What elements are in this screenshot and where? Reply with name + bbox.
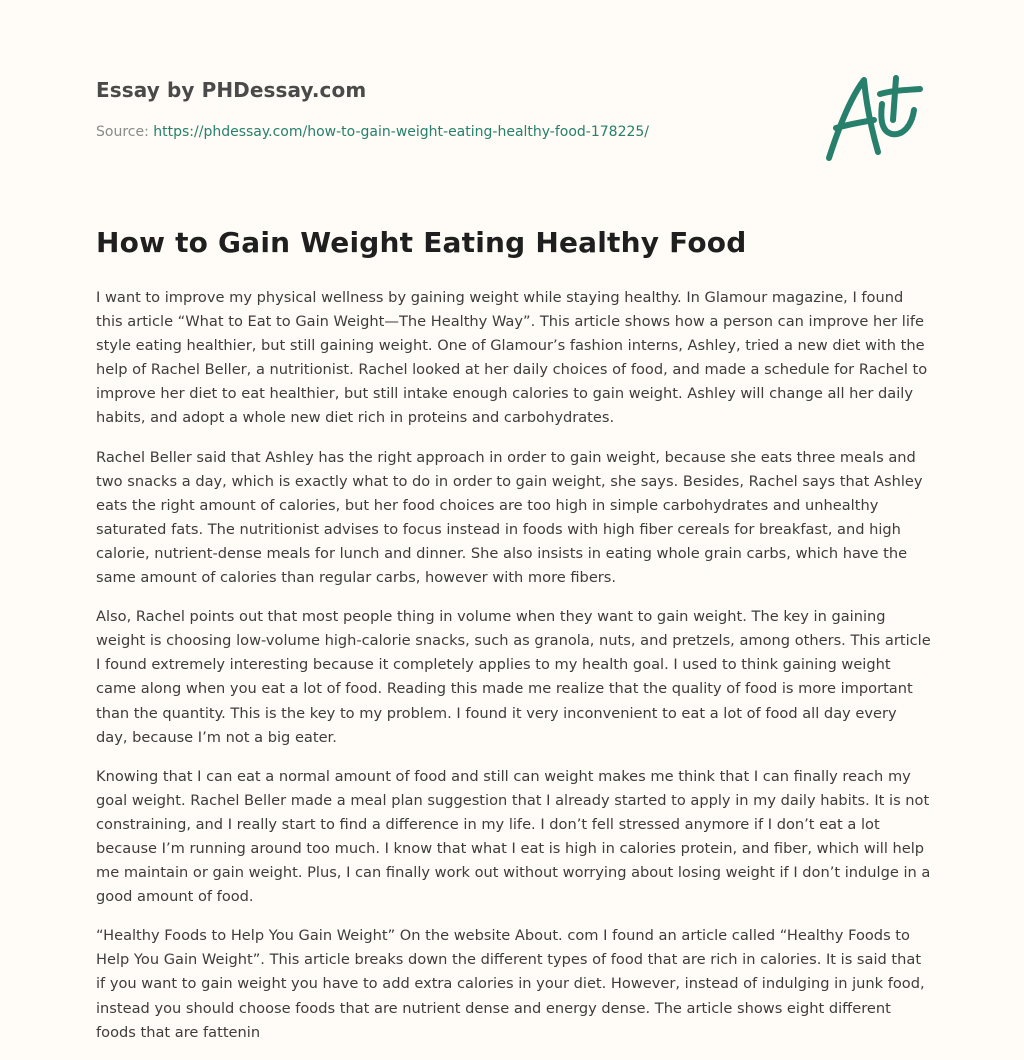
a-plus-grade-logo-icon	[820, 68, 930, 168]
essay-body	[96, 286, 932, 1060]
source-link[interactable]: https://phdessay.com/how-to-gain-weight-eating-healthy-food-178225/	[153, 124, 650, 140]
source-line	[96, 124, 649, 140]
essay-paragraph: “Healthy Foods to Help You Gain Weight” On the website About. com I found an article called “Healthy Foods to Help You Gain Weight”. This article breaks down the different types of food that are rich in calories. It is said that if you want to gain weight you have to add extra calories in your diet. However, instead of indulging in junk food, instead you should choose foods that are nutrient dense and energy dense. The article shows eight different foods that are fattenin	[96, 927, 925, 1041]
essay-paragraph: Knowing that I can eat a normal amount of food and still can weight makes me think that I can finally reach my goal weight. Rachel Beller made a meal plan suggestion that I already started to apply in my daily habits. It is not constraining, and I really start to find a difference in my life. I don’t fell stressed anymore if I don’t eat a lot because I’m running around too much. I know that what I eat is high in calories protein, and fiber, which will help me maintain or gain weight. Plus, I can finally work out without worrying about losing weight if I don’t indulge in a good amount of food.	[96, 767, 931, 906]
source-label: Source:	[96, 124, 154, 140]
essay-paragraph: Also, Rachel points out that most people thing in volume when they want to gain weight. The key in gaining weight is choosing low-volume high-calorie snacks, such as granola, nuts, and pretzels, among others. This article I found extremely interesting because it completely applies to my health goal. I used to think gaining weight came along when you eat a lot of food. Reading this made me realize that the quality of food is more important than the quantity. This is the key to my problem. I found it very inconvenient to eat a lot of food all day every day, because I’m not a big eater.	[96, 608, 931, 746]
essay-paragraph: I want to improve my physical wellness by gaining weight while staying healthy. In Glamour magazine, I found this article “What to Eat to Gain Weight—The Healthy Way”. This article shows how a person can improve her life style eating healthier, but still gaining weight. One of Glamour’s fashion interns, Ashley, tried a new diet with the help of Rachel Beller, a nutritionist. Rachel looked at her daily choices of food, and made a schedule for Rachel to improve her diet to eat healthier, but still intake enough calories to gain weight. Ashley will change all her daily habits, and adopt a whole new diet rich in proteins and carbohydrates.	[96, 289, 928, 427]
essay-title: How to Gain Weight Eating Healthy Food	[96, 226, 747, 259]
essay-paragraph: Rachel Beller said that Ashley has the right approach in order to gain weight, because she eats three meals and two snacks a day, which is exactly what to do in order to gain weight, she says. Besides, Rachel says that Ashley eats the right amount of calories, but her food choices are too high in simple carbohydrates and unhealthy saturated fats. The nutritionist advises to focus instead in foods with high fiber cereals for breakfast, and high calorie, nutrient-dense meals for lunch and dinner. She also insists in eating whole grain carbs, which have the same amount of calories than regular carbs, however with more fibers.	[96, 448, 923, 587]
site-title: Essay by PHDessay.com	[96, 78, 367, 102]
